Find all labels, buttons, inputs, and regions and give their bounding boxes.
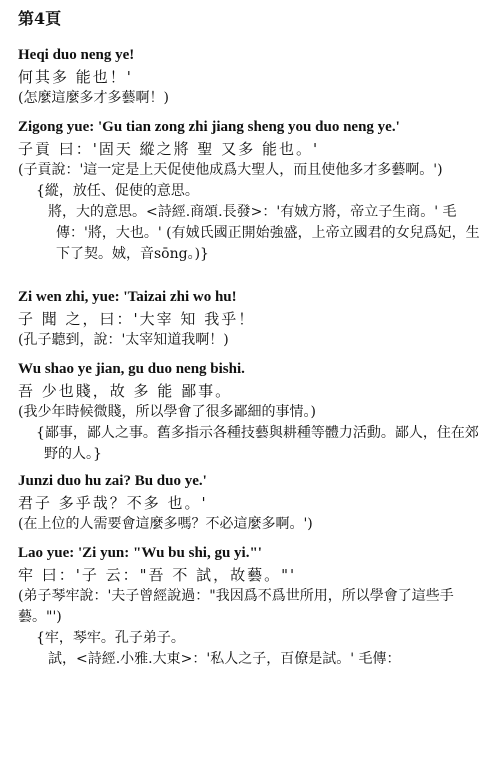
- pinyin-line: Junzi duo hu zai? Bu duo ye.': [18, 473, 207, 489]
- pinyin-line: Wu shao ye jian, gu duo neng bishi.: [18, 361, 245, 377]
- hanzi-line: 子貢 曰：'固天 縱之將 聖 又多 能也。': [18, 140, 320, 158]
- note-line: {縱，放任、促使的意思。: [36, 183, 199, 199]
- translation-line: (子貢說：'這一定是上天促使他成爲大聖人，而且使他多才多藝啊。'): [18, 162, 443, 178]
- annotation-note: [18, 423, 488, 465]
- note-line: 將，大的意思。<詩經.商頌.長發>：'有娀方將，帝立子生商。' 毛傳：'將，大也。' (有娀氏國正開始強盛，上帝立國君的女兒爲妃，生下了契。娀，音sōng。)}: [48, 204, 480, 262]
- verse-section: [18, 116, 488, 265]
- hanzi-line: 何其多 能也！': [18, 68, 133, 86]
- translation-line: (孔子聽到，說：'太宰知道我啊！): [18, 332, 229, 348]
- translation-line: (怎麼這麼多才多藝啊！): [18, 90, 169, 106]
- pinyin-line: Lao yue: 'Zi yun: "Wu bu shi, gu yi."': [18, 545, 262, 561]
- note-line: {鄙事，鄙人之事。舊多指示各種技藝與耕種等體力活動。鄙人，住在郊野的人。}: [36, 425, 479, 462]
- annotation-note: [18, 628, 488, 670]
- annotation-note: [18, 181, 488, 265]
- verse-section: [18, 470, 488, 535]
- verse-section: [18, 286, 488, 351]
- verse-section: [18, 542, 488, 670]
- hanzi-line: 牢 曰：'子 云："吾 不 試，故藝。"': [18, 566, 297, 584]
- note-line: {牢，琴牢。孔子弟子。: [36, 630, 185, 646]
- translation-line: (在上位的人需要會這麼多嗎？不必這麼多啊。'): [18, 516, 313, 532]
- verse-section: [18, 358, 488, 465]
- hanzi-line: 子 聞 之，曰：'大宰 知 我乎！: [18, 310, 256, 328]
- pinyin-line: Zigong yue: 'Gu tian zong zhi jiang sheng you duo neng ye.': [18, 119, 400, 135]
- note-line: 試，<詩經.小雅.大東>：'私人之子，百僚是試。' 毛傳：: [48, 651, 401, 667]
- verse-section: [18, 44, 488, 109]
- hanzi-line: 吾 少也賤，故 多 能 鄙事。: [18, 382, 233, 400]
- hanzi-line: 君子 多乎哉？不多 也。': [18, 494, 208, 512]
- translation-line: (我少年時候微賤，所以學會了很多鄙細的事情。): [18, 404, 316, 420]
- pinyin-line: Heqi duo neng ye!: [18, 47, 135, 63]
- translation-line: (弟子琴牢說：'夫子曾經說過："我因爲不爲世所用，所以學會了這些手藝。"'): [18, 588, 454, 625]
- page-header: 第4頁: [18, 9, 62, 28]
- pinyin-line: Zi wen zhi, yue: 'Taizai zhi wo hu!: [18, 289, 237, 305]
